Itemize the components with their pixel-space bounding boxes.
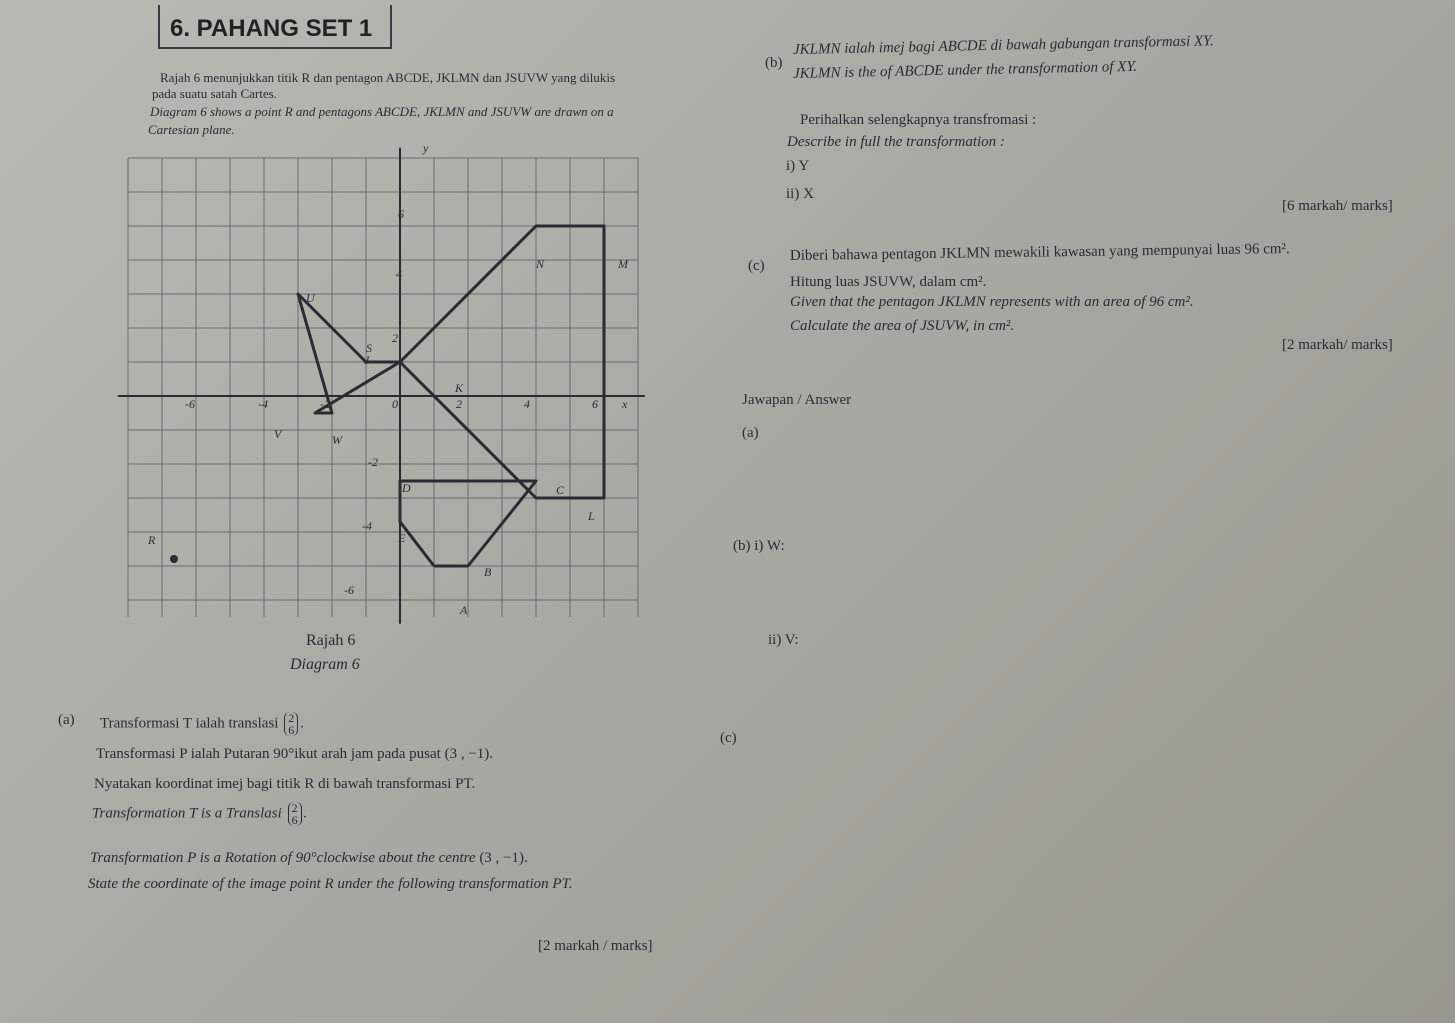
- vertex-label-u: U: [306, 291, 315, 305]
- part-a-ms-translation: Transformasi T ialah translasi 2 6 .: [100, 711, 304, 737]
- axis-x-label: x: [622, 397, 628, 411]
- part-c-label: (c): [748, 258, 765, 274]
- cartesian-diagram: [100, 140, 740, 640]
- part-a-ms-t-text: Transformasi T ialah translasi: [100, 715, 279, 732]
- answer-heading: Jawapan / Answer: [742, 392, 852, 408]
- part-b-item-ii: ii) X: [786, 186, 814, 202]
- part-a-en-translation: Transformation T is a Translasi 2 6 .: [92, 801, 308, 827]
- x-tick-label: -2: [320, 397, 330, 411]
- part-b-ms-describe: Perihalkan selengkapnya transfromasi :: [800, 112, 1037, 128]
- vertex-label-w: W: [332, 433, 342, 447]
- vertex-label-n: N: [536, 257, 545, 271]
- part-a-marks: [2 markah / marks]: [538, 938, 653, 954]
- vector-bottom: 6: [291, 813, 298, 827]
- vector-bottom: 6: [288, 723, 295, 737]
- vertex-label-j: J: [364, 353, 370, 367]
- y-tick-label: 2: [392, 331, 398, 345]
- part-b-en: JKLMN is the of ABCDE under the transformation of XY.: [792, 58, 1138, 82]
- vertex-label-r: R: [148, 533, 156, 547]
- x-tick-label: -6: [185, 397, 195, 411]
- vertex-label-v: V: [274, 427, 282, 441]
- part-b-ms: JKLMN ialah imej bagi ABCDE di bawah gabungan transformasi XY.: [792, 33, 1214, 58]
- diagram-caption-ms: Rajah 6: [306, 632, 356, 649]
- diagram-caption-en: Diagram 6: [290, 656, 360, 673]
- vertex-labels: [147, 257, 629, 617]
- part-b-marks: [6 markah/ marks]: [1282, 198, 1393, 214]
- intro-en-line2: Cartesian plane.: [148, 122, 235, 137]
- part-a-centre: (3 , −1).: [444, 746, 494, 762]
- x-tick-label: 6: [592, 397, 598, 411]
- answer-c: (c): [720, 730, 737, 746]
- x-tick-label: 2: [456, 397, 462, 411]
- translation-vector-en: [288, 802, 302, 826]
- y-tick-label: 6: [398, 207, 404, 221]
- answer-b-i: (b) i) W:: [733, 538, 785, 554]
- part-c-marks: [2 markah/ marks]: [1282, 337, 1393, 353]
- part-b-item-i: i) Y: [786, 158, 810, 174]
- y-tick-label: -4: [362, 519, 372, 533]
- translation-vector: [284, 712, 298, 736]
- intro-ms-line2: pada suatu satah Cartes.: [152, 86, 277, 101]
- part-b-label: (b): [765, 55, 783, 71]
- part-a-en-t-text: Transformation T is a Translasi: [92, 805, 282, 822]
- part-a-centre-en: (3 , −1).: [479, 850, 528, 866]
- part-a-en-rotation: [90, 850, 528, 867]
- intro-en-line1: Diagram 6 shows a point R and pentagons ABCDE, JKLMN and JSUVW are drawn on a: [150, 104, 614, 119]
- y-tick-label: -6: [344, 583, 354, 597]
- axis-y-label: y: [423, 141, 429, 155]
- part-c-en1: Given that the pentagon JKLMN represents with an area of 96 cm².: [790, 294, 1194, 310]
- part-a-ms-question: Nyatakan koordinat imej bagi titik R di bawah transformasi PT.: [94, 776, 476, 792]
- answer-a: (a): [742, 425, 759, 441]
- vector-top: 2: [288, 711, 295, 725]
- vertex-label-c: C: [556, 483, 565, 497]
- vertex-label-d: D: [402, 481, 411, 495]
- point-r: [170, 555, 178, 563]
- vertex-label-a: A: [460, 603, 468, 617]
- part-a-en-question: State the coordinate of the image point R under the following transformation PT.: [88, 876, 573, 892]
- vertex-label-m: M: [618, 257, 628, 271]
- vertex-label-l: L: [588, 509, 595, 523]
- x-tick-label: 0: [392, 397, 398, 411]
- part-a-en-p-text: Transformation P is a Rotation of 90°clockwise about the centre: [90, 850, 476, 866]
- vertex-label-s: S: [366, 341, 372, 355]
- question-title: 6. PAHANG SET 1: [158, 5, 392, 49]
- intro-ms-line1: Rajah 6 menunjukkan titik R dan pentagon ABCDE, JKLMN dan JSUVW yang dilukis: [160, 70, 616, 85]
- vertex-label-e: E: [398, 531, 406, 545]
- part-b-en-describe: Describe in full the transformation :: [787, 134, 1005, 150]
- vector-top: 2: [291, 801, 298, 815]
- answer-b-ii: ii) V:: [768, 632, 799, 648]
- vertex-label-k: K: [455, 381, 464, 395]
- y-tick-label: 4: [396, 267, 402, 281]
- part-a-label: (a): [58, 712, 75, 728]
- part-a-ms-p-text: Transformasi P ialah Putaran 90°ikut arah jam pada pusat: [96, 746, 441, 762]
- part-c-en2: Calculate the area of JSUVW, in cm².: [790, 318, 1015, 334]
- x-tick-label: -4: [258, 397, 268, 411]
- axes: [118, 148, 645, 624]
- y-tick-label: -2: [368, 455, 378, 469]
- part-c-ms1: Diberi bahawa pentagon JKLMN mewakili kawasan yang mempunyai luas 96 cm².: [789, 241, 1290, 264]
- part-c-ms2: Hitung luas JSUVW, dalam cm².: [790, 274, 987, 290]
- x-tick-label: 4: [524, 397, 530, 411]
- part-a-ms-rotation: [96, 746, 493, 763]
- vertex-label-b: B: [484, 565, 492, 579]
